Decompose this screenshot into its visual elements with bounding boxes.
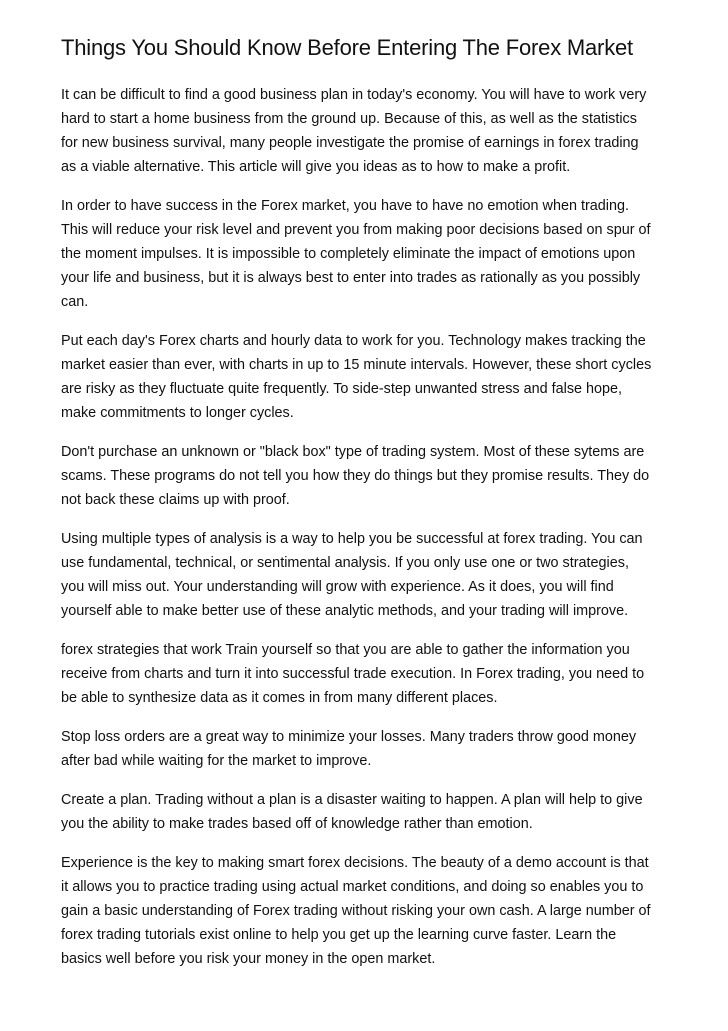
paragraph xyxy=(61,194,672,314)
paragraph xyxy=(61,440,672,512)
paragraph-line: Stop loss orders are a great way to minimize your losses. Many traders throw good money xyxy=(61,729,637,745)
paragraph-line: make commitments to longer cycles. xyxy=(61,405,294,421)
paragraph-line: This will reduce your risk level and prevent you from making poor decisions based on spur of xyxy=(61,222,651,238)
paragraph-line: receive from charts and turn it into successful trade execution. In Forex trading, you need to xyxy=(61,666,645,682)
paragraph-line: Using multiple types of analysis is a way to help you be successful at forex trading. You can xyxy=(61,531,643,547)
paragraph xyxy=(61,638,672,710)
paragraph-line: can. xyxy=(61,294,89,310)
paragraph xyxy=(61,725,672,773)
paragraph-line: for new business survival, many people investigate the promise of earnings in forex trading xyxy=(61,135,639,151)
paragraph-line: be able to synthesize data as it comes in from many different places. xyxy=(61,690,498,706)
paragraph-line: the moment impulses. It is impossible to completely eliminate the impact of emotions upon xyxy=(61,246,636,262)
paragraph-line: Experience is the key to making smart forex decisions. The beauty of a demo account is that xyxy=(61,855,649,871)
paragraph-line: forex trading tutorials exist online to help you get up the learning curve faster. Learn the xyxy=(61,927,617,943)
paragraph-line: Put each day's Forex charts and hourly data to work for you. Technology makes tracking the xyxy=(61,333,646,349)
paragraph-line: it allows you to practice trading using actual market conditions, and doing so enables you to xyxy=(61,879,644,895)
paragraph-line: not back these claims up with proof. xyxy=(61,492,290,508)
paragraph-line: hard to start a home business from the ground up. Because of this, as well as the statistics xyxy=(61,111,637,127)
paragraph-line: are risky as they fluctuate quite frequently. To side-step unwanted stress and false hope, xyxy=(61,381,623,397)
paragraph xyxy=(61,851,672,971)
paragraph xyxy=(61,329,672,425)
paragraph-line: Create a plan. Trading without a plan is a disaster waiting to happen. A plan will help to give xyxy=(61,792,643,808)
paragraph-line: basics well before you risk your money in the open market. xyxy=(61,951,436,967)
paragraph-line: after bad while waiting for the market to improve. xyxy=(61,753,372,769)
paragraph-line: yourself able to make better use of these analytic methods, and your trading will improve. xyxy=(61,603,629,619)
paragraph-line: In order to have success in the Forex market, you have to have no emotion when trading. xyxy=(61,198,629,214)
paragraph-line: you the ability to make trades based off of knowledge rather than emotion. xyxy=(61,816,533,832)
paragraph-line: forex strategies that work Train yourself so that you are able to gather the information you xyxy=(61,642,630,658)
paragraph xyxy=(61,83,672,179)
paragraph-line: market easier than ever, with charts in up to 15 minute intervals. However, these short cycles xyxy=(61,357,652,373)
paragraph-line: you will miss out. Your understanding will grow with experience. As it does, you will find xyxy=(61,579,614,595)
paragraph-line: gain a basic understanding of Forex trading without risking your own cash. A large number of xyxy=(61,903,651,919)
paragraph-line: your life and business, but it is always best to enter into trades as rationally as you possibly xyxy=(61,270,641,286)
paragraph-line: Don't purchase an unknown or "black box" type of trading system. Most of these sytems are xyxy=(61,444,645,460)
paragraph-line: use fundamental, technical, or sentimental analysis. If you only use one or two strategies, xyxy=(61,555,629,571)
paragraph-line: It can be difficult to find a good business plan in today's economy. You will have to work very xyxy=(61,87,647,103)
paragraph-line: scams. These programs do not tell you how they do things but they promise results. They do xyxy=(61,468,650,484)
document-body xyxy=(61,83,672,971)
paragraph xyxy=(61,527,672,623)
document-title: Things You Should Know Before Entering The Forex Market xyxy=(61,35,633,60)
paragraph xyxy=(61,788,672,836)
paragraph-line: as a viable alternative. This article will give you ideas as to how to make a profit. xyxy=(61,159,571,175)
